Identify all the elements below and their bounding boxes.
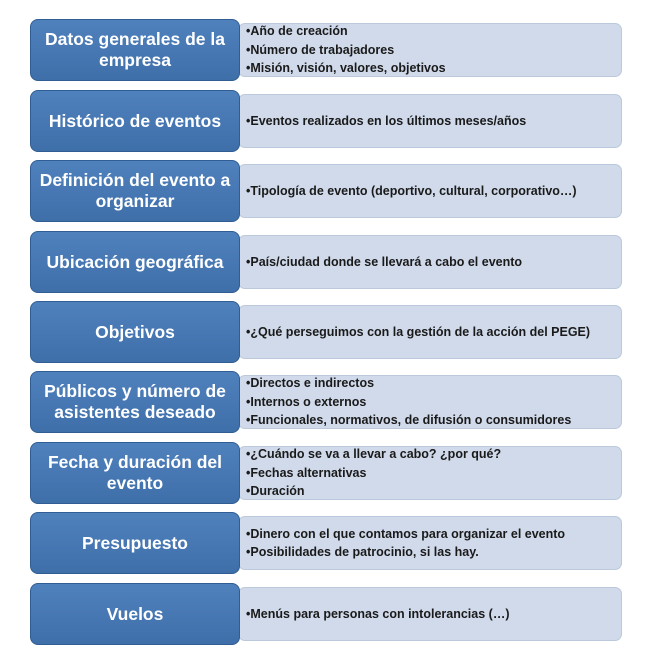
detail-item: • País/ciudad donde se llevará a cabo el evento <box>246 253 615 272</box>
row-title: Vuelos <box>30 583 240 645</box>
row-presupuesto <box>0 512 650 574</box>
row-historico <box>0 90 650 152</box>
detail-item: • Tipología de evento (deportivo, cultural, corporativo…) <box>246 182 615 201</box>
row-title: Ubicación geográfica <box>30 231 240 293</box>
detail-item: • Misión, visión, valores, objetivos <box>246 59 615 78</box>
detail-item: • Número de trabajadores <box>246 41 615 60</box>
row-detail <box>238 516 622 570</box>
detail-item: • Duración <box>246 482 615 501</box>
row-detail <box>238 587 622 641</box>
row-title: Datos generales de la empresa <box>30 19 240 81</box>
row-ubicacion <box>0 231 650 293</box>
row-detail <box>238 305 622 359</box>
row-vuelos <box>0 583 650 645</box>
row-title: Objetivos <box>30 301 240 363</box>
row-detail <box>238 235 622 289</box>
row-definicion <box>0 160 650 222</box>
detail-item: • Directos e indirectos <box>246 374 615 393</box>
row-detail <box>238 23 622 77</box>
detail-item: • Menús para personas con intolerancias (…) <box>246 605 615 624</box>
row-title: Fecha y duración del evento <box>30 442 240 504</box>
detail-item: • Internos o externos <box>246 393 615 412</box>
row-objetivos <box>0 301 650 363</box>
detail-item: • Dinero con el que contamos para organizar el evento <box>246 525 615 544</box>
detail-item: • Funcionales, normativos, de difusión o consumidores <box>246 411 615 430</box>
row-title: Públicos y número de asistentes deseado <box>30 371 240 433</box>
row-publicos <box>0 371 650 433</box>
row-fecha <box>0 442 650 504</box>
detail-item: • Eventos realizados en los últimos meses/años <box>246 112 615 131</box>
row-title: Histórico de eventos <box>30 90 240 152</box>
detail-item: • ¿Qué perseguimos con la gestión de la acción del PEGE) <box>246 323 615 342</box>
row-detail <box>238 94 622 148</box>
row-detail <box>238 375 622 429</box>
row-datos-generales <box>0 19 650 81</box>
detail-item: • Posibilidades de patrocinio, si las hay. <box>246 543 615 562</box>
row-detail <box>238 164 622 218</box>
detail-item: • ¿Cuándo se va a llevar a cabo? ¿por qué? <box>246 445 615 464</box>
row-title: Definición del evento a organizar <box>30 160 240 222</box>
detail-item: • Año de creación <box>246 22 615 41</box>
row-detail <box>238 446 622 500</box>
row-title: Presupuesto <box>30 512 240 574</box>
detail-item: • Fechas alternativas <box>246 464 615 483</box>
